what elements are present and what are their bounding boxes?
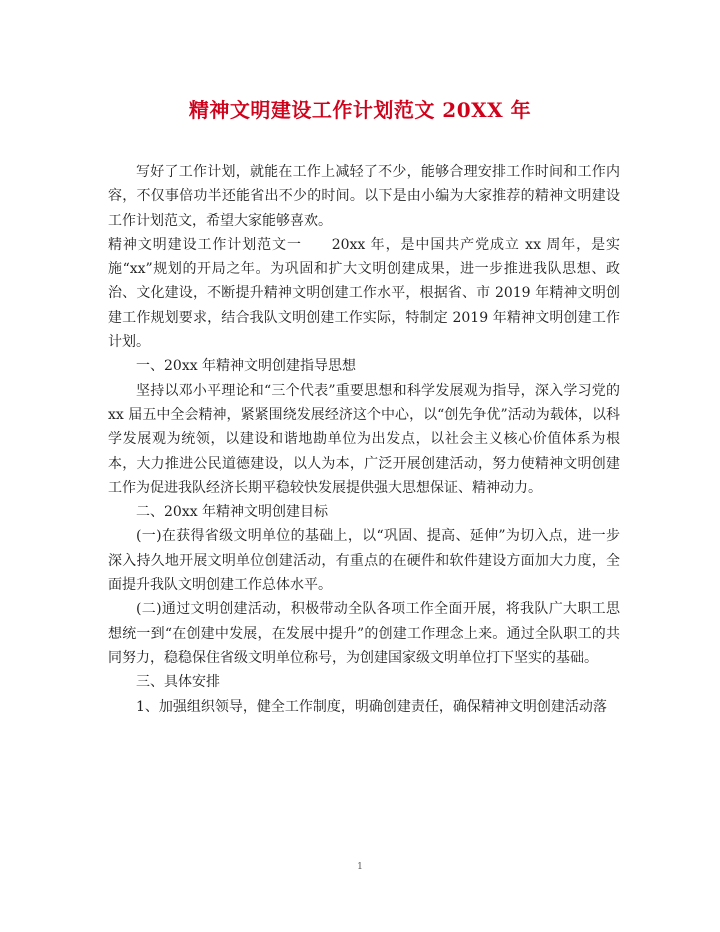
section-heading-goals: 二、20xx 年精神文明创建目标 — [136, 504, 329, 521]
plan-one-paragraph: 精神文明建设工作计划范文一 20xx 年，是中国共产党成立 xx 周年，是实施“xx”规划的开局之年。为巩固和扩大文明创建成果，进一步推进我队思想、政治、文化建设，不断提升精神文明创建工作水平，根据省、市 2019 年精神文明创建工作规划要求，结合我队文明创建工作实际，特制定 2019 年精神文明创建工作计划。 — [108, 236, 620, 351]
guiding-thought-paragraph: 坚持以邓小平理论和“三个代表”重要思想和科学发展观为指导，深入学习党的 xx 届五中全会精神，紧紧围绕发展经济这个中心，以“创先争优”活动为载体，以科学发展观为统领，以建设和谐地勘单位为出发点，以社会主义核心价值体系为根本，大力推进公民道德建设，以人为本，广泛开展创建活动，努力使精神文明创建工作为促进我队经济长期平稳较快发展提供强大思想保证、精神动力。 — [108, 382, 620, 496]
goal-one-paragraph: (一)在获得省级文明单位的基础上，以“巩固、提高、延伸”为切入点，进一步深入持久地开展文明单位创建活动，有重点的在硬件和软件建设方面加大力度，全面提升我队文明创建工作总体水平。 — [108, 528, 620, 594]
intro-paragraph: 写好了工作计划，就能在工作上减轻了不少，能够合理安排工作时间和工作内容，不仅事倍功半还能省出不少的时间。以下是由小编为大家推荐的精神文明建设工作计划范文，希望大家能够喜欢。 — [108, 164, 620, 229]
section-heading-guiding-thought: 一、20xx 年精神文明创建指导思想 — [136, 358, 357, 375]
page-number: 1 — [357, 862, 363, 872]
section-heading-arrangements: 三、具体安排 — [136, 674, 220, 691]
document-body — [108, 160, 620, 719]
arrangement-one-paragraph: 1、加强组织领导，健全工作制度，明确创建责任，确保精神文明创建活动落 — [136, 698, 607, 715]
goal-two-paragraph: (二)通过文明创建活动，积极带动全队各项工作全面开展，将我队广大职工思想统一到“在创建中发展，在发展中提升”的创建工作理念上来。通过全队职工的共同努力，稳稳保住省级文明单位称号，为创建国家级文明单位打下坚实的基础。 — [108, 601, 620, 666]
document-title: 精神文明建设工作计划范文 20XX 年 — [188, 98, 532, 122]
